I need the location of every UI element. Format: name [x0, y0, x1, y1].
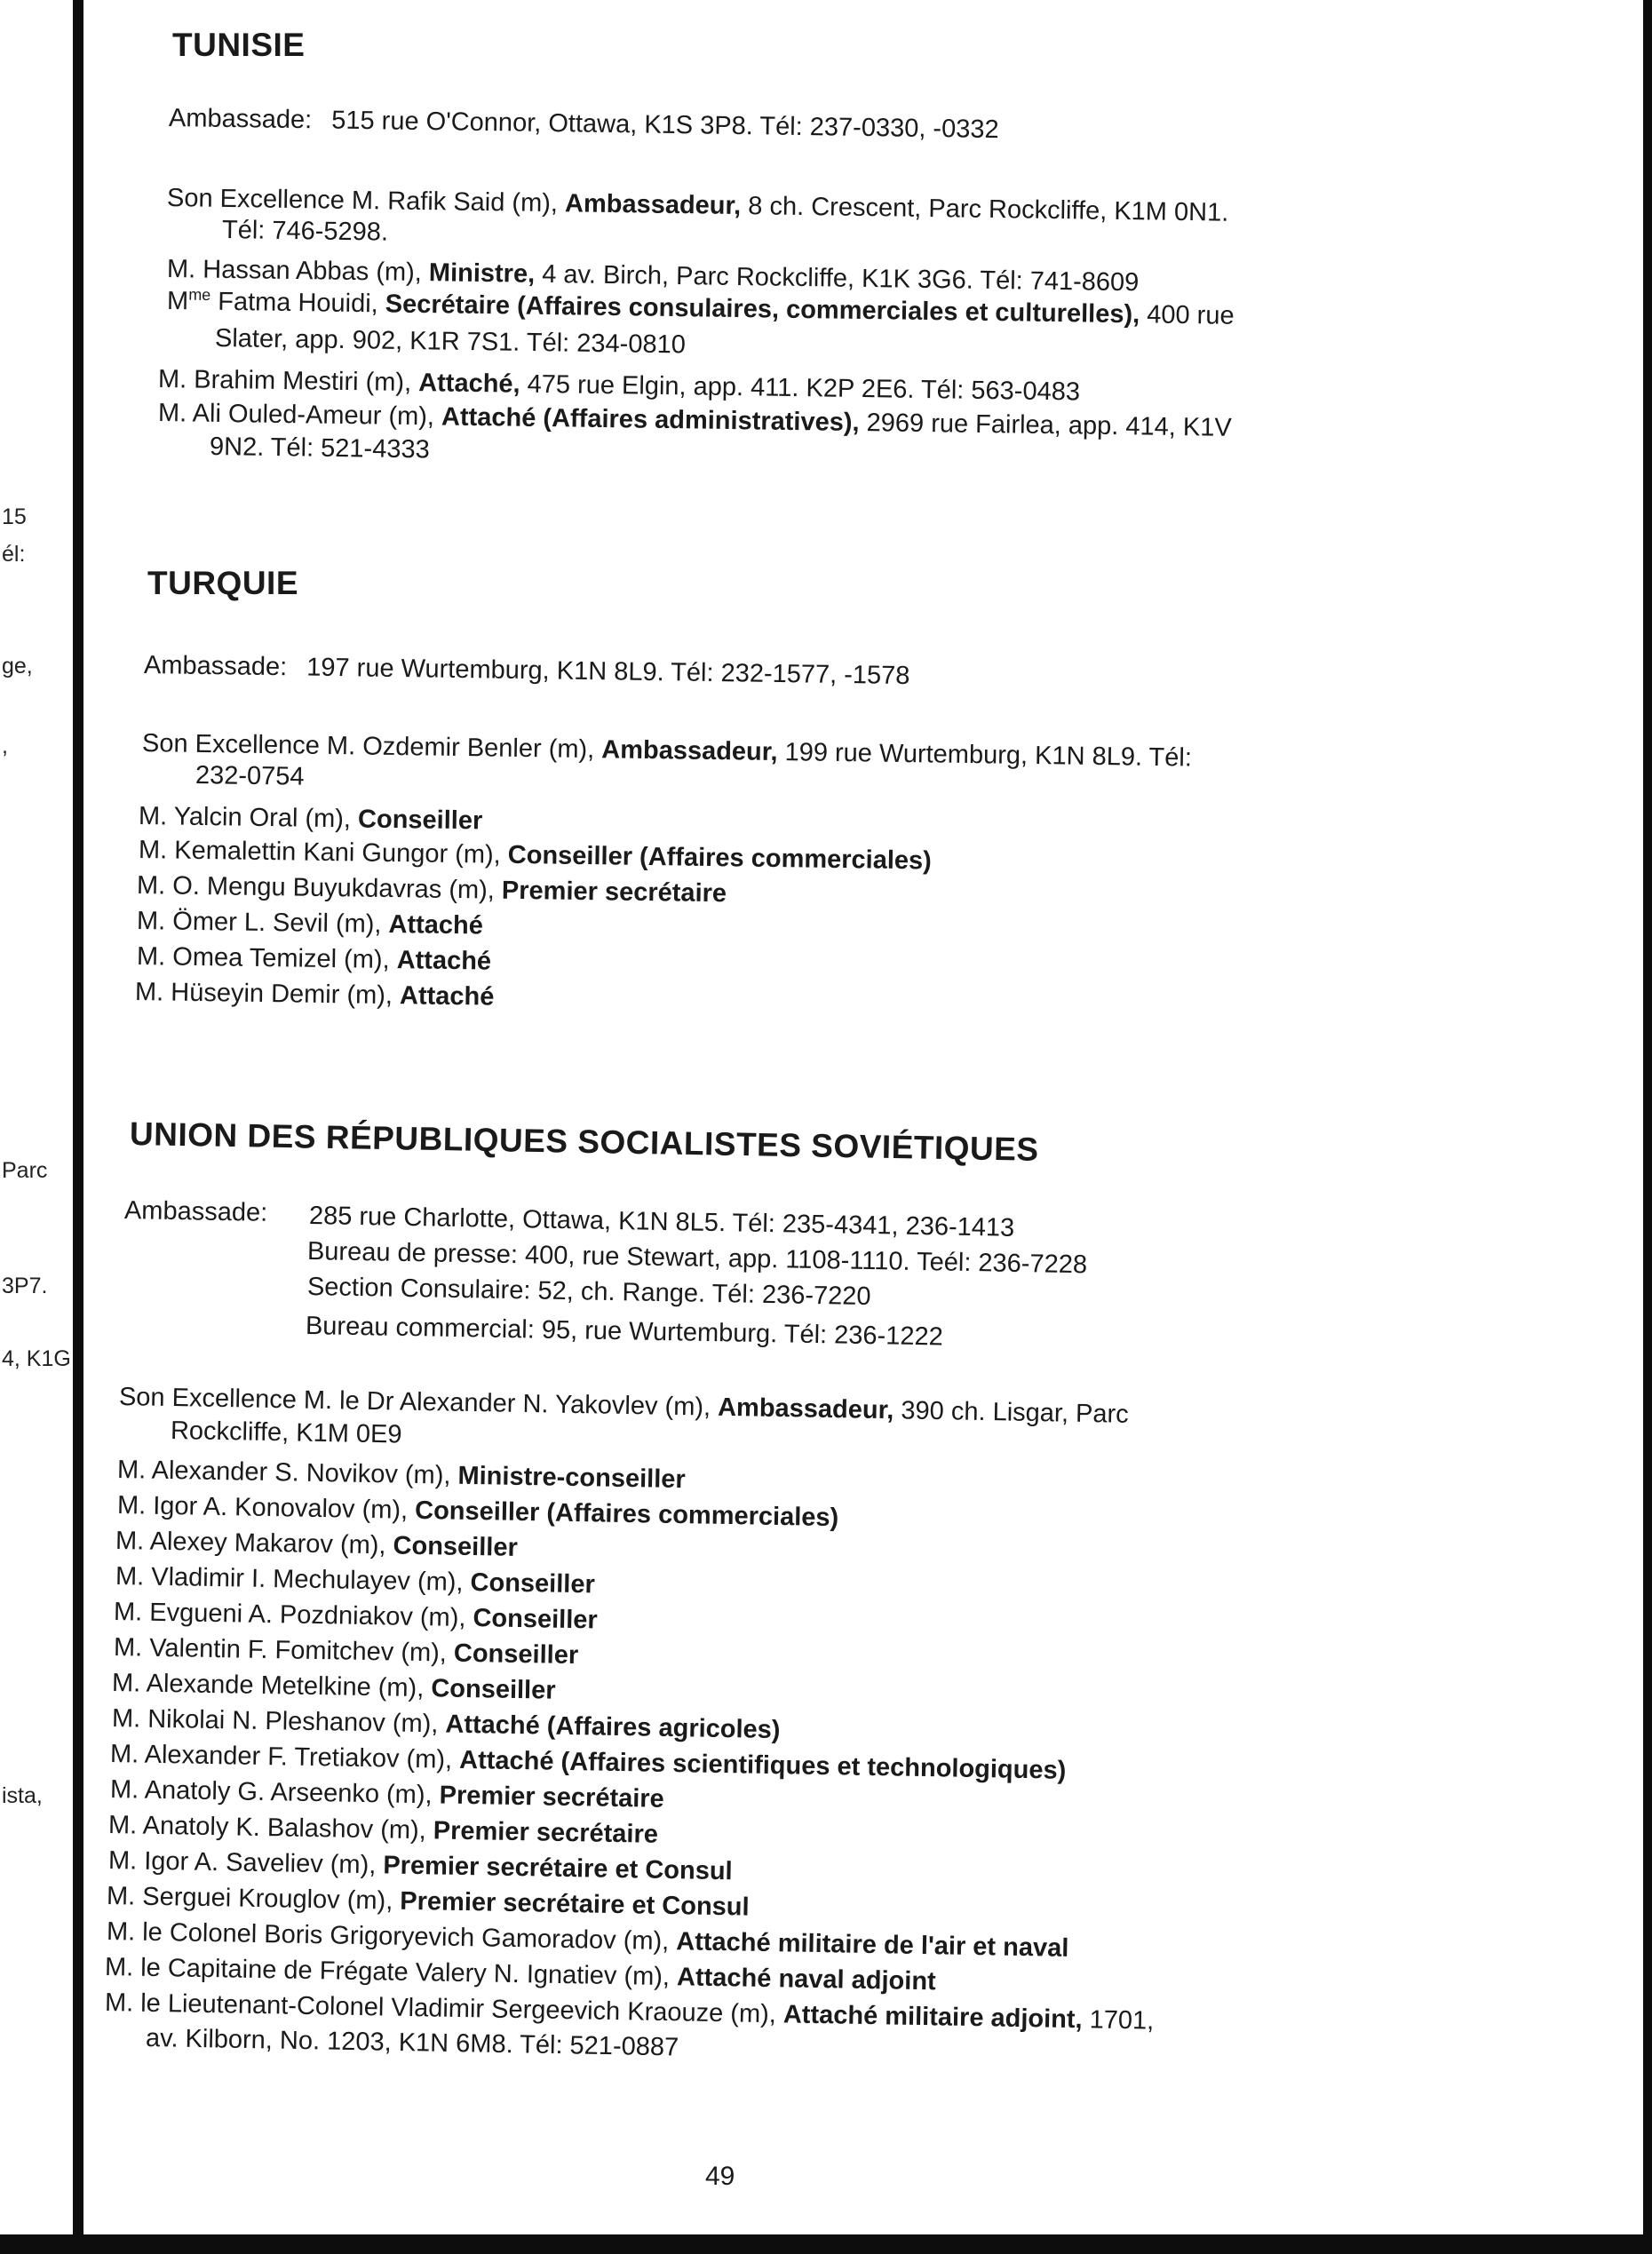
person-name: M. Anatoly G. Arseenko (m), [109, 1775, 440, 1810]
staff-entry [137, 941, 492, 977]
person-title: Attaché [388, 909, 484, 940]
embassy-label: Ambassade: [143, 651, 288, 682]
person-title: Attaché (Affaires administratives), [441, 402, 860, 438]
staff-entry [139, 801, 483, 836]
section-heading-tunisie: TUNISIE [172, 27, 306, 63]
person-title: Attaché (Affaires scientifiques et technologiques) [458, 1745, 1067, 1785]
staff-entry [117, 1490, 839, 1533]
ambassador-entry-tunisie-cont: Tél: 746-5298. [221, 216, 389, 247]
person-title: Attaché [399, 981, 495, 1012]
staff-entry-cont: 9N2. Tél: 521-4333 [209, 433, 430, 464]
person-name: M. Omea Temizel (m), [136, 942, 397, 975]
person-name: Son Excellence M. Rafik Said (m), [166, 184, 566, 218]
person-title: Attaché militaire de l'air et naval [676, 1927, 1069, 1963]
person-title: Attaché militaire adjoint, [782, 2000, 1083, 2035]
person-address: 4 av. Birch, Parc Rockcliffe, K1K 3G6. Tél: 741-8609 [534, 259, 1140, 298]
person-title: Ministre-conseiller [457, 1461, 686, 1495]
person-name: M. Evgueni A. Pozdniakov (m), [113, 1598, 473, 1633]
margin-fragment: él: [2, 542, 26, 567]
person-name: M. le Lieutenant-Colonel Vladimir Sergeevich Kraouze (m), [104, 1988, 784, 2029]
embassy-label-urss: Ambassade: [123, 1196, 268, 1227]
person-name: M. le Colonel Boris Grigoryevich Gamoradov (m), [106, 1917, 677, 1956]
person-name: M. le Capitaine de Frégate Valery N. Ignatiev (m), [104, 1953, 678, 1992]
person-title: Conseiller [357, 805, 483, 836]
margin-fragment: 15 [2, 504, 27, 529]
person-name: M. Anatoly K. Balashov (m), [107, 1811, 434, 1845]
person-title: Premier secrétaire et Consul [400, 1886, 750, 1922]
staff-entry-cont: Slater, app. 902, K1R 7S1. Tél: 234-0810 [214, 324, 687, 360]
margin-fragment: , [2, 734, 8, 758]
person-title: Conseiller (Affaires commerciales) [507, 840, 933, 876]
embassy-address-line: 285 rue Charlotte, Ottawa, K1N 8L5. Tél: 235-4341, 236-1413 [308, 1202, 1015, 1242]
embassy-address-turquie [144, 650, 910, 691]
page-number: 49 [705, 2162, 735, 2191]
person-title: Secrétaire (Affaires consulaires, commerciales et culturelles), [385, 290, 1140, 329]
staff-entry [107, 1881, 750, 1923]
staff-entry [137, 906, 483, 940]
staff-entry [110, 1774, 664, 1814]
staff-entry-cont: av. Kilborn, No. 1203, K1N 6M8. Tél: 521-0887 [145, 2024, 679, 2062]
person-title: Ambassadeur, [564, 189, 742, 221]
margin-fragment: 4, K1G [2, 1346, 71, 1371]
person-address: 199 rue Wurtemburg, K1N 8L9. Tél: [777, 737, 1193, 773]
person-title: Attaché naval adjoint [676, 1963, 936, 1996]
staff-entry [108, 1845, 733, 1886]
person-honorific-sup: me [188, 285, 211, 305]
person-title: Ambassadeur, [717, 1393, 894, 1425]
person-name: M. Vladimir I. Mechulayev (m), [115, 1562, 471, 1597]
staff-entry [114, 1597, 598, 1636]
person-name: M. Hassan Abbas (m), [166, 255, 430, 288]
margin-fragment: 3P7. [2, 1274, 48, 1298]
person-name: Fatma Houidi, [210, 287, 386, 319]
person-title: Premier secrétaire [439, 1781, 665, 1814]
person-address: 8 ch. Crescent, Parc Rockcliffe, K1M 0N1. [741, 192, 1229, 227]
staff-entry [114, 1632, 579, 1671]
person-name: M. Ali Ouled-Ameur (m), [157, 399, 442, 432]
person-title: Attaché, [417, 369, 520, 399]
person-name: M. Nikolai N. Pleshanov (m), [111, 1704, 446, 1739]
person-name: M. Alexander F. Tretiakov (m), [109, 1740, 460, 1774]
staff-entry [135, 977, 495, 1012]
person-honorific: M [166, 287, 189, 316]
embassy-label: Ambassade: [168, 104, 313, 135]
section-heading-turquie: TURQUIE [147, 565, 298, 601]
staff-entry [139, 835, 932, 876]
person-name: Son Excellence M. le Dr Alexander N. Yakovlev (m), [118, 1383, 719, 1422]
scan-border-right [1643, 0, 1652, 2254]
embassy-address-line: Bureau de presse: 400, rue Stewart, app. 1108-1110. Teél: 236-7228 [306, 1237, 1088, 1280]
person-title: Premier secrétaire et Consul [383, 1851, 733, 1886]
embassy-address-line: Section Consulaire: 52, ch. Range. Tél: 236-7220 [306, 1273, 871, 1312]
person-title: Conseiller [453, 1639, 579, 1671]
person-name: M. Alexander S. Novikov (m), [116, 1456, 458, 1490]
margin-fragment: Parc [2, 1158, 48, 1183]
margin-fragment: ge, [2, 654, 33, 679]
section-heading-urss: UNION DES RÉPUBLIQUES SOCIALISTES SOVIÉTIQUES [129, 1115, 1039, 1168]
staff-entry [112, 1703, 781, 1745]
person-title: Attaché (Affaires agricoles) [445, 1710, 781, 1745]
staff-entry [115, 1526, 518, 1563]
person-name: M. Hüseyin Demir (m), [134, 978, 401, 1011]
scan-border-bottom [0, 2234, 1652, 2254]
margin-fragment: ista, [2, 1783, 43, 1808]
person-title: Attaché [396, 946, 492, 976]
person-title: Ambassadeur, [601, 735, 778, 766]
person-address: 1701, [1082, 2005, 1155, 2036]
person-title: Conseiller [431, 1674, 556, 1705]
ambassador-entry-urss-cont: Rockcliffe, K1M 0E9 [170, 1417, 402, 1449]
person-name: M. Igor A. Saveliev (m), [107, 1846, 384, 1880]
scan-border-left [73, 0, 83, 2254]
person-name: M. Alexande Metelkine (m), [111, 1669, 432, 1703]
person-title: Conseiller (Affaires commerciales) [414, 1496, 839, 1533]
person-name: M. Ömer L. Sevil (m), [136, 907, 389, 939]
person-name: M. Kemalettin Kani Gungor (m), [138, 836, 509, 869]
person-title: Premier secrétaire [433, 1816, 659, 1849]
embassy-address-tunisie [169, 103, 999, 145]
staff-entry [108, 1810, 658, 1850]
person-name: M. Alexey Makarov (m), [115, 1527, 393, 1560]
staff-entry [137, 870, 727, 909]
person-address: 390 ch. Lisgar, Parc [894, 1396, 1129, 1429]
person-address: 2969 rue Fairlea, app. 414, K1V [859, 409, 1232, 442]
person-name: M. Valentin F. Fomitchev (m), [113, 1633, 455, 1668]
person-name: M. Brahim Mestiri (m), [157, 365, 419, 398]
embassy-address: 197 rue Wurtemburg, K1N 8L9. Tél: 232-1577, -1578 [306, 653, 910, 691]
embassy-address: 515 rue O'Connor, Ottawa, K1S 3P8. Tél: 237-0330, -0332 [331, 106, 999, 145]
person-title: Ministre, [428, 258, 536, 289]
staff-entry [117, 1455, 686, 1495]
person-name: M. Serguei Krouglov (m), [106, 1882, 401, 1916]
ambassador-entry-turquie-cont: 232-0754 [195, 761, 305, 791]
staff-entry [112, 1668, 556, 1706]
person-name: Son Excellence M. Ozdemir Benler (m), [141, 729, 602, 765]
person-address: 400 rue [1139, 300, 1235, 330]
person-title: Conseiller [473, 1604, 598, 1635]
person-name: M. O. Mengu Buyukdavras (m), [136, 871, 503, 905]
embassy-address-line: Bureau commercial: 95, rue Wurtemburg. Tél: 236-1222 [305, 1312, 944, 1352]
adjacent-page-fragments [0, 0, 73, 2254]
person-name: M. Yalcin Oral (m), [138, 802, 359, 834]
staff-entry [115, 1561, 595, 1599]
directory-page [83, 0, 1643, 2234]
person-title: Conseiller [470, 1567, 596, 1599]
person-title: Conseiller [393, 1531, 519, 1562]
person-name: M. Igor A. Konovalov (m), [116, 1491, 416, 1525]
person-address: 475 rue Elgin, app. 411. K2P 2E6. Tél: 563-0483 [520, 369, 1081, 407]
person-title: Premier secrétaire [501, 876, 727, 909]
